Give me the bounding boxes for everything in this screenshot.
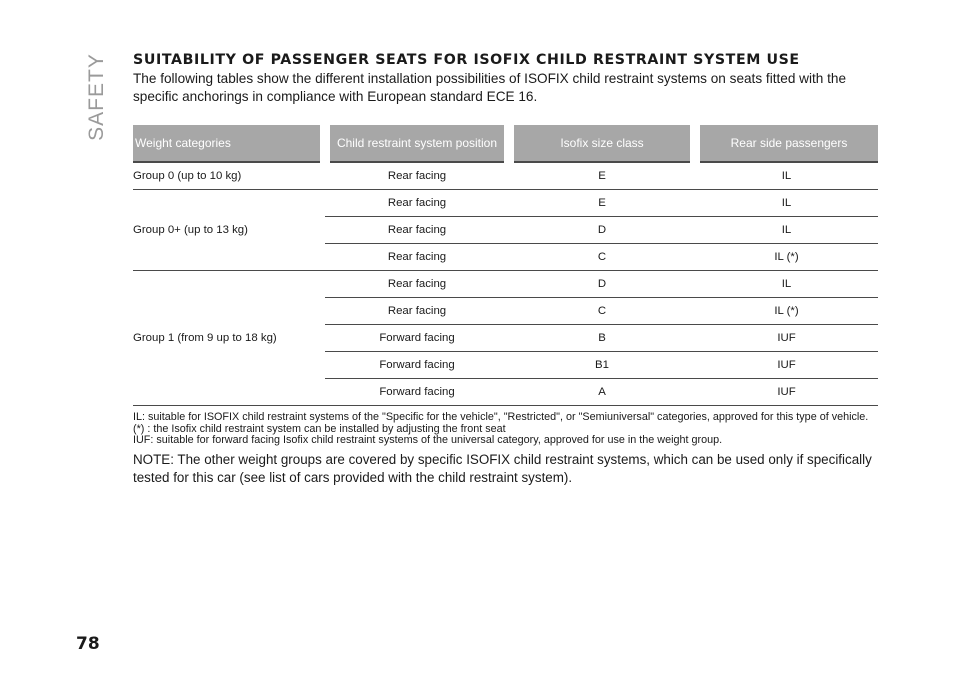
header-weight-categories: Weight categories <box>133 125 325 162</box>
rear-side-cell: IUF <box>695 352 878 379</box>
section-label <box>80 52 114 142</box>
header-restraint-position: Child restraint system position <box>325 125 509 162</box>
note-final: NOTE: The other weight groups are covered by specific ISOFIX child restraint systems, which can be used only if specifically tested for this car (see list of cars provided with the child restraint system). <box>133 451 872 485</box>
position-cell: Rear facing <box>325 217 509 244</box>
intro-paragraph: The following tables show the different installation possibilities of ISOFIX child restraint systems on seats fitted with the specific anchorings in compliance with European standard ECE 16. <box>133 71 847 104</box>
size-class-cell: C <box>509 298 695 325</box>
size-class-cell: E <box>509 190 695 217</box>
size-class-cell: D <box>509 271 695 298</box>
rear-side-cell: IUF <box>695 325 878 352</box>
table-notes <box>133 412 878 447</box>
weight-group-cell: Group 0+ (up to 13 kg) <box>133 190 325 271</box>
size-class-cell: B1 <box>509 352 695 379</box>
size-class-cell: C <box>509 244 695 271</box>
rear-side-cell: IL <box>695 271 878 298</box>
weight-group-cell: Group 0 (up to 10 kg) <box>133 162 325 190</box>
size-class-cell: B <box>509 325 695 352</box>
page-content <box>133 52 878 500</box>
section-label-text: SAFETY <box>85 53 108 141</box>
position-cell: Forward facing <box>325 325 509 352</box>
rear-side-cell: IUF <box>695 379 878 406</box>
rear-side-cell: IL <box>695 217 878 244</box>
table-row <box>133 271 878 298</box>
table-header-row <box>133 125 878 162</box>
note-iuf: IUF: suitable for forward facing Isofix child restraint systems of the universal category, approved for use in the weight group. <box>133 434 723 446</box>
position-cell: Rear facing <box>325 244 509 271</box>
position-cell: Rear facing <box>325 190 509 217</box>
rear-side-cell: IL <box>695 162 878 190</box>
rear-side-cell: IL (*) <box>695 244 878 271</box>
position-cell: Rear facing <box>325 298 509 325</box>
isofix-suitability-table <box>133 125 878 406</box>
note-asterisk: (*) : the Isofix child restraint system can be installed by adjusting the front seat <box>133 422 506 435</box>
rear-side-cell: IL <box>695 190 878 217</box>
header-rear-side-passengers: Rear side passengers <box>695 125 878 162</box>
position-cell: Rear facing <box>325 162 509 190</box>
section-heading: SUITABILITY OF PASSENGER SEATS FOR ISOFIX CHILD RESTRAINT SYSTEM USE <box>133 52 800 68</box>
position-cell: Rear facing <box>325 271 509 298</box>
table-row <box>133 162 878 190</box>
rear-side-cell: IL (*) <box>695 298 878 325</box>
header-size-class: Isofix size class <box>509 125 695 162</box>
note-il: IL: suitable for ISOFIX child restraint systems of the "Specific for the vehicle", "Restricted", or "Semiuniversal" categories, approved for this type of vehicle. <box>133 411 869 423</box>
size-class-cell: E <box>509 162 695 190</box>
size-class-cell: A <box>509 379 695 406</box>
size-class-cell: D <box>509 217 695 244</box>
position-cell: Forward facing <box>325 379 509 406</box>
position-cell: Forward facing <box>325 352 509 379</box>
weight-group-cell: Group 1 (from 9 up to 18 kg) <box>133 271 325 406</box>
page-number: 78 <box>76 634 100 654</box>
table-row <box>133 190 878 217</box>
